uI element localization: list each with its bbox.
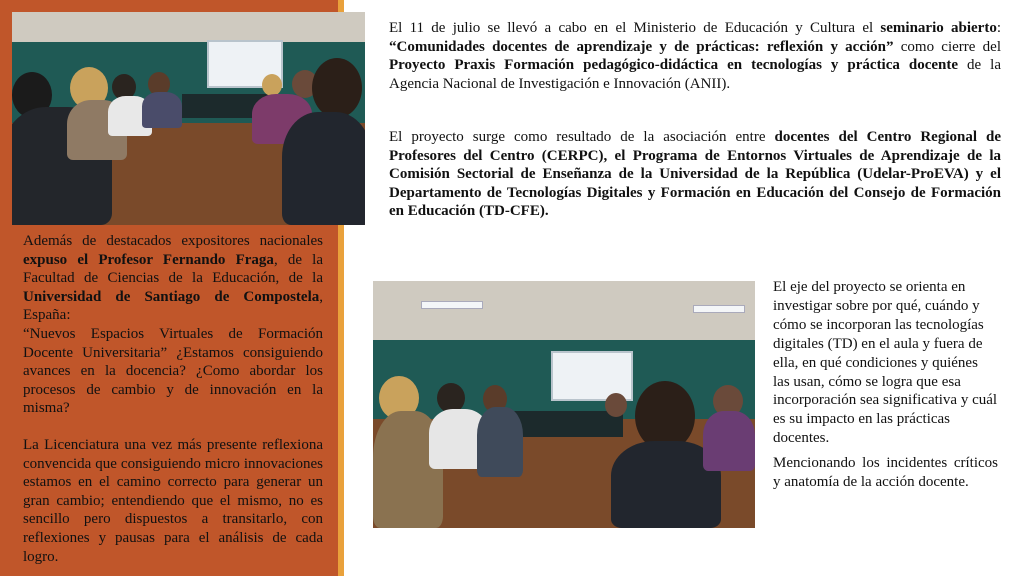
sidebar-text-run: Además de destacados expositores nacionales	[23, 233, 323, 249]
ceiling-light	[421, 301, 483, 309]
intro-highlight: seminario abierto	[880, 20, 997, 36]
audience-head	[262, 74, 282, 96]
audience-body	[142, 92, 182, 128]
audience-head	[312, 58, 362, 118]
intro-text: como cierre del	[893, 38, 1001, 55]
audience-body	[703, 411, 755, 471]
audience-body	[477, 407, 523, 477]
seminar-title: “Comunidades docentes de aprendizaje y de prácticas: reflexión y acción”	[389, 38, 894, 55]
project-name: Proyecto Praxis Formación pedagógico-didáctica en tecnologías y práctica docente	[389, 57, 959, 74]
sidebar-paragraph-closing: La Licenciatura una vez más presente reflexiona convencida que consiguiendo micro innovaciones estamos en el camino correcto para generar un gran cambio; entendiendo que el mismo, no es sencillo pero dispuestos a transitarlo, con reflexiones y pausas para el análisis de cada logro.	[23, 436, 323, 565]
ceiling-light	[693, 305, 745, 313]
intro-text: de la Agencia Nacional de Investigación e Innovación (ANII).	[389, 57, 1001, 92]
eje-text	[773, 278, 998, 492]
intro-text: El 11 de julio se llevó a cabo en el Ministerio de Educación y Cultura el	[389, 20, 881, 36]
university-name: Universidad de Santiago de Compostela	[23, 288, 320, 305]
sidebar-text	[23, 232, 323, 566]
talk-title: “Nuevos Espacios Virtuales de Formación Docente Universitaria” ¿Estamos consiguiendo avances en la docencia? ¿Como abordar los procesos de cambio y de innovación en la misma?	[23, 325, 323, 417]
eje-closing: Mencionando los incidentes críticos y anatomía de la acción docente.	[773, 455, 998, 491]
intro-text: :	[996, 20, 1001, 36]
seminar-photo-top	[12, 12, 365, 225]
project-partners: docentes del Centro Regional de Profesores del Centro (CERPC), el Programa de Entornos Virtuales de Aprendizaje de la Comisión Sectorial de Enseñanza de la Universidad de la República (Udelar-ProEVA) y el Departamento de Tecnologías Digitales y Formación en Educación del Consejo de Formación en Educación (TD-CFE).	[389, 129, 1001, 220]
sidebar-paragraph-speaker	[23, 232, 323, 325]
photo-ceiling	[12, 12, 365, 42]
audience-body	[282, 112, 365, 225]
spacer	[23, 418, 323, 436]
project-paragraph	[389, 128, 1001, 221]
seminar-photo-bottom	[373, 281, 755, 528]
sidebar-text-run: , de la Facultad de Ciencias de la Educación, de la	[23, 251, 324, 287]
audience-head	[605, 393, 627, 417]
eje-paragraph: El eje del proyecto se orienta en investigar sobre por qué, cuándo y cómo se incorporan las tecnologías digitales (TD) en el aula y fuera de ella, en qué condiciones y quiénes las usan, cómo se logra que esa incorporación sea significativa y cuál es su impacto en las prácticas docentes.	[773, 279, 998, 447]
project-text: El proyecto surge como resultado de la asociación entre	[389, 129, 775, 145]
presenter-table	[513, 411, 623, 437]
intro-paragraph	[389, 19, 1001, 93]
sidebar-text-run: , España:	[23, 288, 323, 324]
speaker-name: expuso el Profesor Fernando Fraga	[23, 251, 274, 268]
